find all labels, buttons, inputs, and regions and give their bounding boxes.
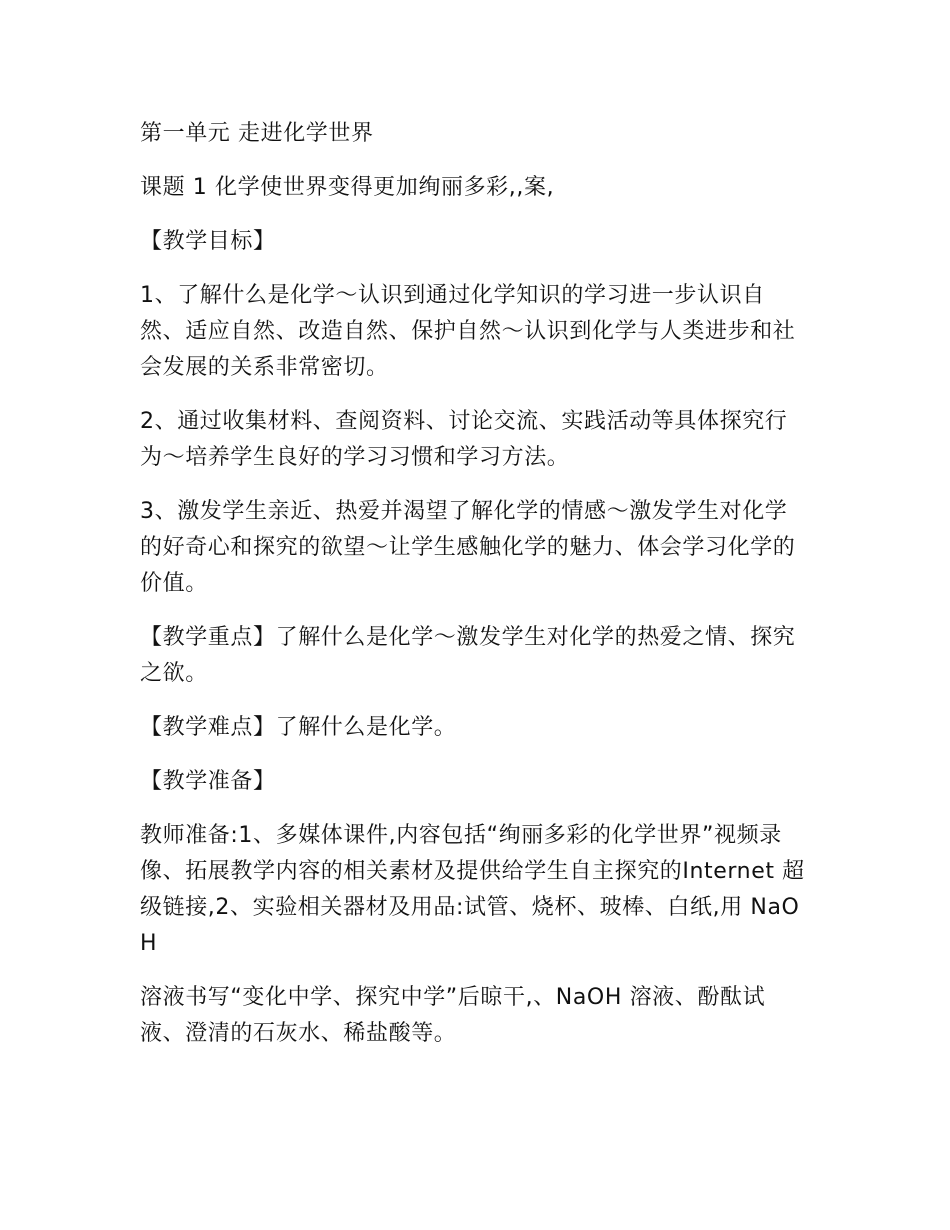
key-points: 【教学重点】了解什么是化学～激发学生对化学的热爱之情、探究之欲。 [140, 625, 796, 686]
materials: 溶液书写“变化中学、探究中学”后晾干,、NaOH 溶液、酚酞试液、澄清的石灰水、稀盐酸等。 [140, 985, 766, 1046]
objective-3: 3、激发学生亲近、热爱并渴望了解化学的情感～激发学生对化学的好奇心和探究的欲望～让学生感触化学的魅力、体会学习化学的价值。 [140, 499, 796, 596]
objective-1: 1、了解什么是化学～认识到通过化学知识的学习进一步认识自然、适应自然、改造自然、保护自然～认识到化学与人类进步和社会发展的关系非常密切。 [140, 283, 796, 380]
objectives-heading: 【教学目标】 [140, 229, 276, 254]
difficulties: 【教学难点】了解什么是化学。 [140, 715, 457, 740]
teacher-preparation: 教师准备:1、多媒体课件,内容包括“绚丽多彩的化学世界”视频录像、拓展教学内容的相关素材及提供给学生自主探究的Internet 超级链接,2、实验相关器材及用品:试管、烧杯、玻棒、白纸,用 NaOH [140, 823, 805, 956]
objective-2: 2、通过收集材料、查阅资料、讨论交流、实践活动等具体探究行为～培养学生良好的学习习惯和学习方法。 [140, 409, 788, 470]
lesson-title: 课题 1 化学使世界变得更加绚丽多彩,,案, [140, 175, 555, 200]
document-body [140, 116, 808, 1070]
unit-title: 第一单元 走进化学世界 [140, 121, 374, 146]
preparation-heading: 【教学准备】 [140, 769, 276, 794]
